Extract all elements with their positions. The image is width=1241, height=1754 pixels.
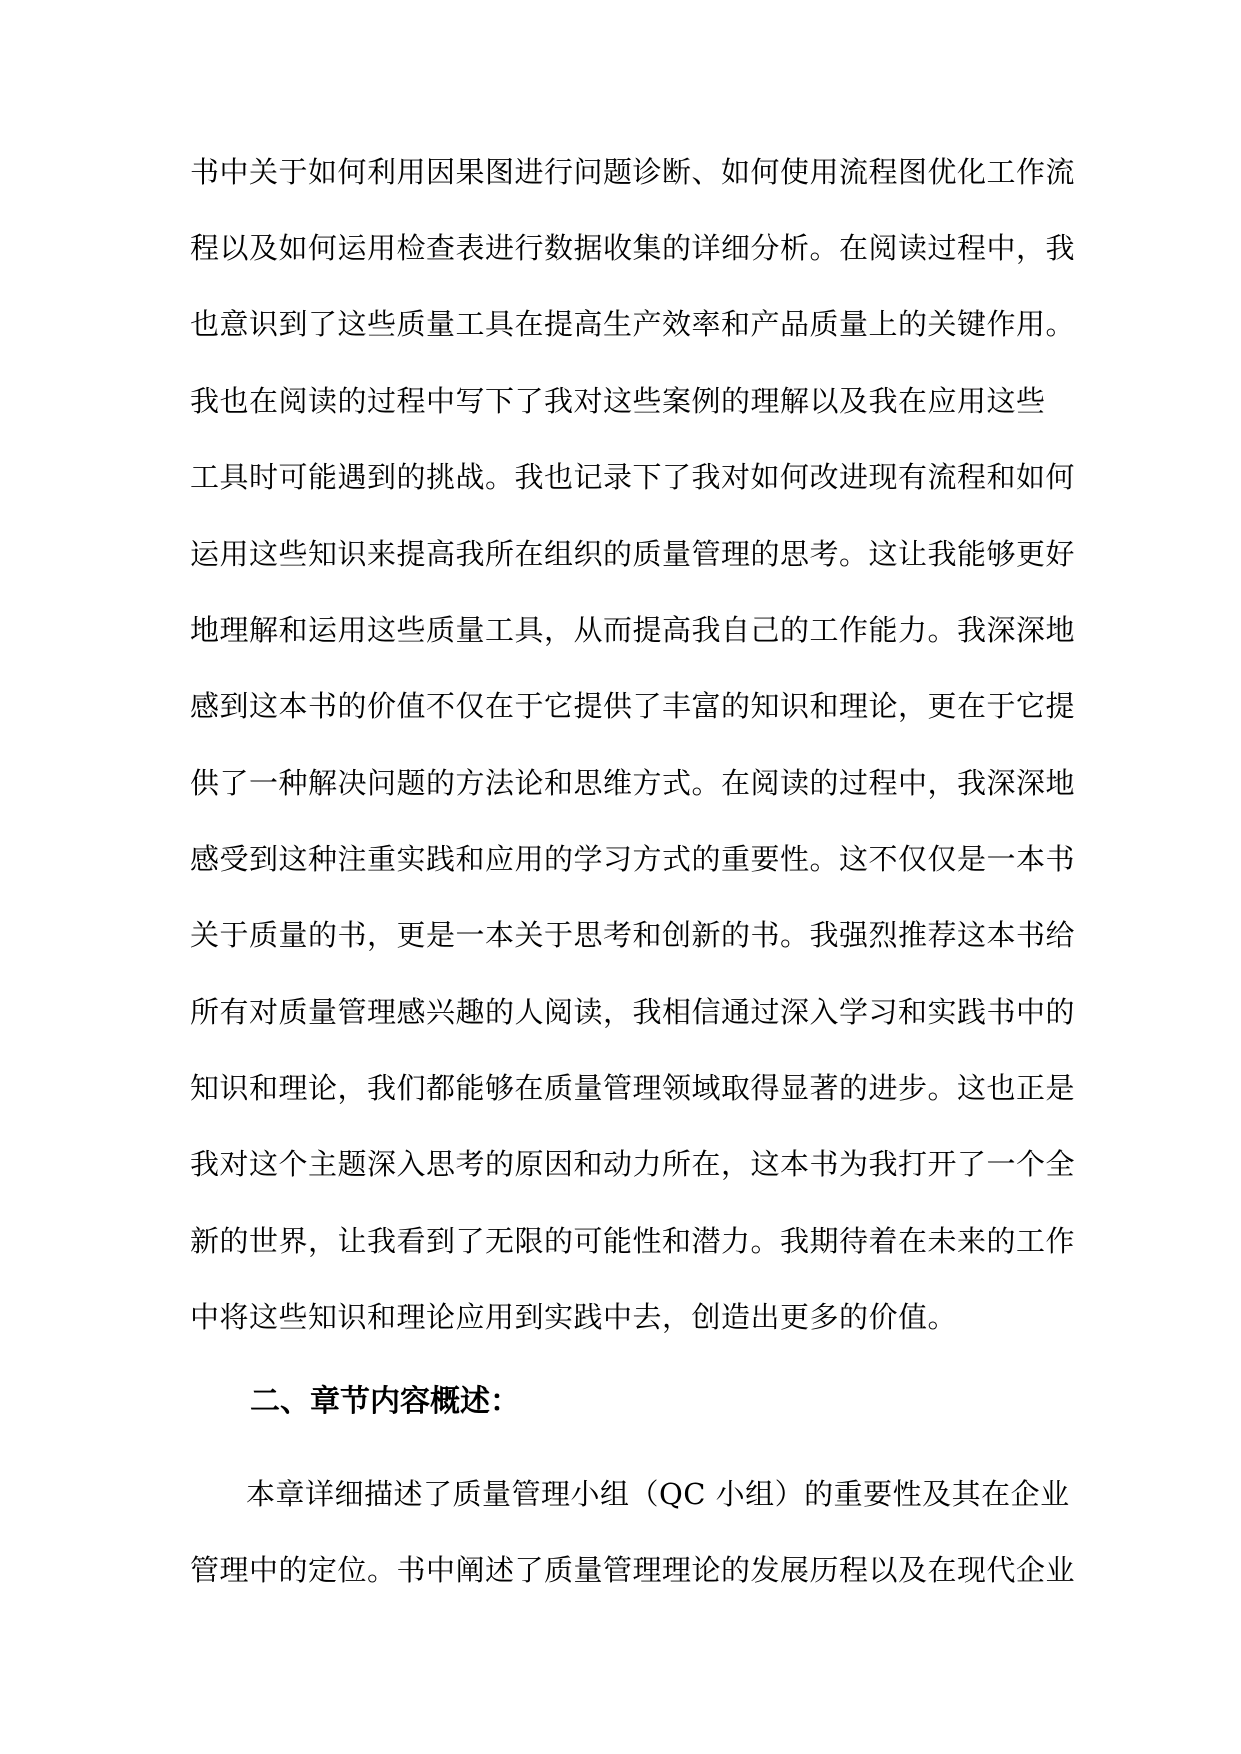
paragraph-line: 运用这些知识来提高我所在组织的质量管理的思考。这让我能够更好	[190, 537, 1076, 571]
paragraph-line: 也意识到了这些质量工具在提高生产效率和产品质量上的关键作用。	[190, 307, 1076, 341]
paragraph-line: 工具时可能遇到的挑战。我也记录下了我对如何改进现有流程和如何	[190, 460, 1076, 494]
paragraph-line: 感到这本书的价值不仅在于它提供了丰富的知识和理论，更在于它提	[190, 689, 1076, 723]
paragraph-line: 我对这个主题深入思考的原因和动力所在，这本书为我打开了一个全	[190, 1147, 1076, 1181]
paragraph-line: 程以及如何运用检查表进行数据收集的详细分析。在阅读过程中，我	[190, 231, 1076, 265]
paragraph-line: 我也在阅读的过程中写下了我对这些案例的理解以及我在应用这些	[190, 384, 1046, 418]
paragraph-line: 知识和理论，我们都能够在质量管理领域取得显著的进步。这也正是	[190, 1071, 1076, 1105]
paragraph-line: 供了一种解决问题的方法论和思维方式。在阅读的过程中，我深深地	[190, 766, 1076, 800]
paragraph-line: 关于质量的书，更是一本关于思考和创新的书。我强烈推荐这本书给	[190, 918, 1076, 952]
paragraph-line: 本章详细描述了质量管理小组（QC 小组）的重要性及其在企业	[246, 1477, 1070, 1511]
paragraph-line: 地理解和运用这些质量工具，从而提高我自己的工作能力。我深深地	[190, 613, 1076, 647]
paragraph-line: 新的世界，让我看到了无限的可能性和潜力。我期待着在未来的工作	[190, 1224, 1076, 1258]
paragraph-line: 管理中的定位。书中阐述了质量管理理论的发展历程以及在现代企业	[190, 1553, 1076, 1587]
paragraph-line: 感受到这种注重实践和应用的学习方式的重要性。这不仅仅是一本书	[190, 842, 1076, 876]
paragraph-line: 所有对质量管理感兴趣的人阅读，我相信通过深入学习和实践书中的	[190, 995, 1076, 1029]
section-heading: 二、章节内容概述：	[250, 1384, 520, 1419]
paragraph-line: 书中关于如何利用因果图进行问题诊断、如何使用流程图优化工作流	[190, 155, 1076, 189]
paragraph-line: 中将这些知识和理论应用到实践中去，创造出更多的价值。	[190, 1300, 958, 1334]
